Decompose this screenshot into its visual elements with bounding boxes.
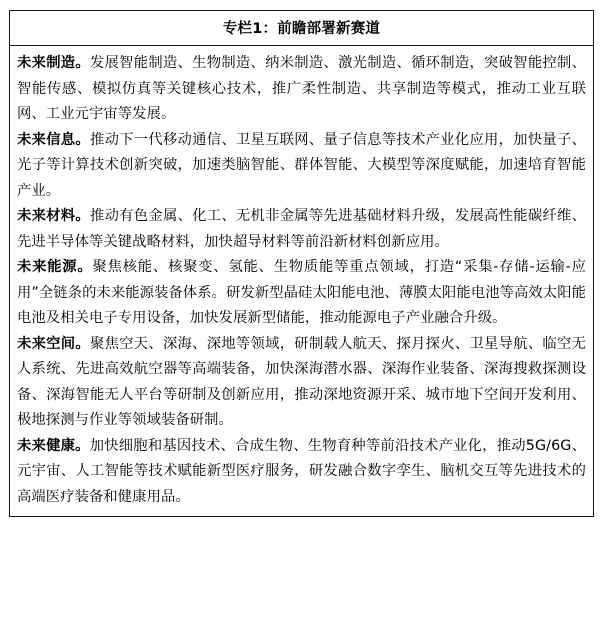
paragraph-lead: 未来制造。 [17,55,90,71]
paragraph-lead: 未来能源。 [17,259,93,275]
paragraph [17,332,586,434]
box-title: 专栏1：前瞻部署新赛道 [10,11,593,46]
paragraph-text: 聚焦核能、核聚变、氢能、生物质能等重点领域，打造“采集-存储-运输-应用”全链条的未来能源装备体系。研发新型晶硅太阳能电池、薄膜太阳能电池等高效太阳能电池及相关电子专用设备，加快发展新型储能，推动能源电子产业融合升级。 [17,259,586,326]
paragraph [17,204,586,255]
paragraph-text: 推动有色金属、化工、无机非金属等先进基础材料升级，发展高性能碳纤维、先进半导体等关键战略材料，加快超导材料等前沿新材料创新应用。 [17,208,587,250]
paragraph-text: 推动下一代移动通信、卫星互联网、量子信息等技术产业化应用，加快量子、光子等计算技术创新突破，加速类脑智能、群体智能、大模型等深度赋能，加速培育智能产业。 [17,131,587,199]
paragraph-text: 聚焦空天、深海、深地等领域，研制载人航天、探月探火、卫星导航、临空无人系统、先进高效航空器等高端装备，加快深海潜水器、深海作业装备、深海搜救探测设备、深海智能无人平台等研制及创新应用，推动深地资源开采、城市地下空间开发利用、极地探测与作业等领域装备研制。 [17,335,587,428]
paragraph-lead: 未来材料。 [17,208,90,224]
paragraph [17,51,586,128]
paragraph-lead: 未来信息。 [17,131,90,148]
paragraph [17,434,586,511]
box-body [10,46,593,516]
paragraph [17,128,586,205]
paragraph [17,255,586,332]
paragraph-lead: 未来空间。 [17,335,90,352]
paragraph-lead: 未来健康。 [17,437,90,454]
paragraph-text: 加快细胞和基因技术、合成生物、生物育种等前沿技术产业化，推动5G/6G、元宇宙、人工智能等技术赋能新型医疗服务，研发融合数字孪生、脑机交互等先进技术的高端医疗装备和健康用品。 [17,437,586,505]
paragraph-text: 发展智能制造、生物制造、纳米制造、激光制造、循环制造，突破智能控制、智能传感、模拟仿真等关键核心技术，推广柔性制造、共享制造等模式，推动工业互联网、工业元宇宙等发展。 [17,55,587,122]
feature-box-table [9,10,594,517]
